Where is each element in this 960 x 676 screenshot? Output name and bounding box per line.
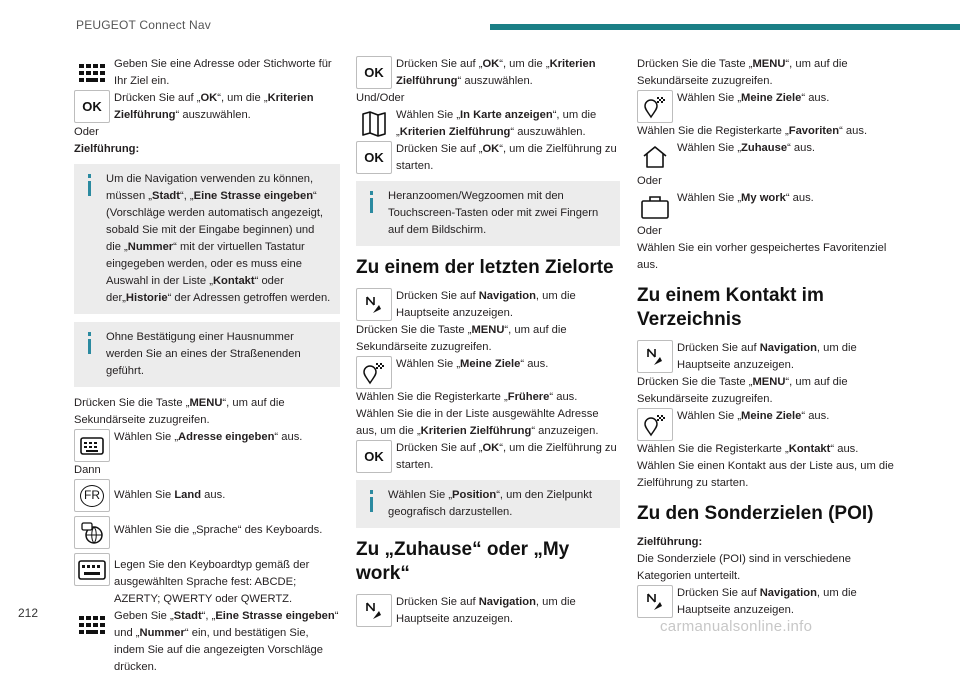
info-text bbox=[366, 487, 612, 521]
text-fragment: Drücken Sie auf bbox=[396, 596, 479, 608]
text-fragment: OK bbox=[364, 449, 384, 464]
section-heading: Zu den Sonderzielen (POI) bbox=[637, 503, 874, 524]
step-navigation bbox=[637, 585, 899, 619]
step-navigation bbox=[356, 288, 620, 322]
info-icon bbox=[370, 191, 373, 213]
instruction-text bbox=[114, 90, 340, 124]
instruction-text bbox=[74, 395, 340, 429]
text-fragment: Wählen Sie „ bbox=[396, 109, 461, 121]
instruction-text bbox=[114, 487, 340, 504]
keyboard-icon bbox=[74, 608, 110, 641]
text-fragment: OK bbox=[364, 150, 384, 165]
text-fragment: OK bbox=[482, 442, 500, 454]
text-fragment: “ aus. bbox=[549, 391, 578, 403]
oder-label: Oder bbox=[637, 225, 662, 237]
step-navigation bbox=[637, 340, 899, 374]
instruction-text bbox=[356, 389, 620, 406]
text-fragment: “ aus. bbox=[785, 192, 814, 204]
text-fragment: “, um die Zielführung zu starten. bbox=[396, 442, 617, 471]
destinations-pin-icon bbox=[637, 408, 673, 441]
instruction-text: Wählen Sie die „Sprache“ des Keyboards. bbox=[114, 524, 323, 536]
text-fragment: Land bbox=[174, 489, 202, 501]
text-fragment: MENU bbox=[752, 376, 786, 388]
ok-icon bbox=[356, 440, 392, 473]
home-icon bbox=[637, 140, 673, 173]
step-home bbox=[637, 140, 899, 173]
text-fragment: Wählen Sie „ bbox=[396, 358, 461, 370]
info-marker bbox=[88, 174, 91, 178]
text-fragment: “ ein, und bestätigen Sie, indem Sie auf die angezeigten Vorschläge drücken. bbox=[114, 627, 323, 673]
text-fragment: “ aus. bbox=[787, 142, 816, 154]
info-marker bbox=[88, 181, 91, 196]
info-box bbox=[74, 164, 340, 314]
instruction-text bbox=[677, 340, 899, 374]
text-fragment: Kriterien Zielführung bbox=[114, 92, 314, 121]
text-fragment: “, um die „ bbox=[217, 92, 268, 104]
text-fragment: Wählen Sie „ bbox=[677, 92, 742, 104]
text-fragment: “ anzuzeigen. bbox=[531, 425, 599, 437]
instruction-text bbox=[677, 408, 899, 425]
flag-fr-icon bbox=[74, 479, 110, 512]
header-title: PEUGEOT Connect Nav bbox=[76, 18, 211, 32]
text-fragment: Drücken Sie die Taste „ bbox=[356, 324, 472, 336]
text-fragment: Wählen Sie „ bbox=[114, 431, 179, 443]
header-accent-bar bbox=[490, 24, 960, 30]
text-fragment: , um die Hauptseite anzuzeigen. bbox=[677, 342, 857, 371]
instruction-text bbox=[396, 356, 620, 373]
instruction-text bbox=[677, 90, 899, 107]
map-icon bbox=[356, 107, 392, 140]
instruction-text bbox=[114, 429, 340, 446]
text-fragment: Drücken Sie die Taste „ bbox=[637, 58, 753, 70]
instruction-text bbox=[396, 141, 620, 175]
text-fragment: Wählen Sie die Registerkarte „ bbox=[356, 391, 508, 403]
instruction-text: Wählen Sie ein vorher gespeichertes Favoritenziel aus. bbox=[637, 242, 887, 271]
step-my-destinations bbox=[356, 356, 620, 389]
text-fragment: Meine Ziele bbox=[460, 358, 521, 370]
text-fragment: “ aus. bbox=[830, 443, 859, 455]
info-icon bbox=[88, 332, 91, 354]
text-fragment: Drücken Sie die Taste „ bbox=[74, 397, 190, 409]
step-country bbox=[74, 479, 340, 512]
info-marker bbox=[370, 490, 373, 494]
text-fragment: FR bbox=[80, 485, 104, 507]
step-enter-address bbox=[74, 56, 340, 90]
text-fragment: MENU bbox=[189, 397, 223, 409]
text-fragment: Wählen Sie „ bbox=[388, 489, 453, 501]
watermark: carmanualsonline.info bbox=[660, 618, 813, 635]
text-fragment: Adresse eingeben bbox=[178, 431, 275, 443]
text-fragment: Wählen Sie „ bbox=[677, 192, 742, 204]
instruction-text bbox=[396, 594, 620, 628]
text-fragment: Nummer bbox=[127, 241, 174, 253]
text-fragment: “, „ bbox=[179, 190, 194, 202]
text-fragment: “, „ bbox=[201, 610, 216, 622]
text-fragment: Nummer bbox=[139, 627, 185, 639]
step-ok bbox=[356, 141, 620, 175]
text-fragment: “, um den Zielpunkt geografisch darzustellen. bbox=[388, 489, 592, 518]
info-marker bbox=[88, 339, 91, 354]
text-fragment: Drücken Sie auf „ bbox=[396, 442, 483, 454]
address-card-icon bbox=[74, 429, 110, 462]
step-ok bbox=[74, 90, 340, 124]
instruction-text bbox=[396, 107, 620, 141]
step-language bbox=[74, 516, 340, 549]
destinations-pin-icon bbox=[356, 356, 392, 389]
text-fragment: Kriterien Zielführung bbox=[399, 126, 511, 138]
instruction-text: Die Sonderziele (POI) sind in verschiedene Kategorien unterteilt. bbox=[637, 553, 851, 582]
section-heading: Zu einem Kontakt im Verzeichnis bbox=[637, 285, 824, 330]
column-2 bbox=[356, 56, 620, 628]
text-fragment: Um die Navigation verwenden zu können, müssen „ bbox=[106, 173, 314, 202]
text-fragment: “, um auf die Sekundärseite zuzugreifen. bbox=[356, 324, 567, 353]
step-navigation bbox=[356, 594, 620, 628]
text-fragment: Wählen Sie die Registerkarte „ bbox=[637, 443, 789, 455]
info-icon bbox=[370, 490, 373, 512]
text-fragment: Eine Strasse eingeben bbox=[215, 610, 335, 622]
text-fragment: Drücken Sie auf „ bbox=[114, 92, 201, 104]
text-fragment: Eine Strasse eingeben bbox=[193, 190, 314, 202]
text-fragment: Navigation bbox=[478, 290, 536, 302]
text-fragment: “ aus. bbox=[274, 431, 303, 443]
text-fragment: “ aus. bbox=[520, 358, 549, 370]
text-fragment: Frühere bbox=[507, 391, 550, 403]
step-map bbox=[356, 107, 620, 141]
instruction-text bbox=[396, 56, 620, 90]
instruction-text: Legen Sie den Keyboardtyp gemäß der ausgewählten Sprache fest: ABCDE; AZERTY; QWERTY oder QWERTZ. bbox=[114, 559, 310, 605]
ok-icon bbox=[74, 90, 110, 123]
info-marker bbox=[370, 198, 373, 213]
text-fragment: “ auszuwählen. bbox=[175, 109, 251, 121]
text-fragment: “, um die „ bbox=[396, 109, 597, 138]
info-box bbox=[74, 322, 340, 387]
und-oder-label: Und/Oder bbox=[356, 92, 405, 104]
destinations-pin-icon bbox=[637, 90, 673, 123]
step-ok bbox=[356, 440, 620, 474]
text-fragment: Drücken Sie auf bbox=[677, 342, 760, 354]
text-fragment: Navigation bbox=[759, 342, 817, 354]
zielfuehrung-heading: Zielführung: bbox=[74, 143, 140, 155]
text-fragment: Drücken Sie auf „ bbox=[396, 143, 483, 155]
text-fragment: “ oder der„ bbox=[106, 275, 284, 304]
text-fragment: Navigation bbox=[478, 596, 536, 608]
keyboard-icon bbox=[74, 56, 110, 89]
instruction-text bbox=[396, 440, 620, 474]
zielfuehrung-heading: Zielführung: bbox=[637, 536, 703, 548]
info-marker bbox=[370, 497, 373, 512]
text-fragment: Stadt bbox=[173, 610, 202, 622]
column-3 bbox=[637, 56, 899, 619]
text-fragment: OK bbox=[482, 143, 500, 155]
step-city-street bbox=[74, 608, 340, 676]
section-heading: Zu „Zuhause“ oder „My work“ bbox=[356, 539, 570, 584]
oder-label: Oder bbox=[637, 175, 662, 187]
text-fragment: “ aus. bbox=[801, 92, 830, 104]
instruction-text bbox=[637, 374, 899, 408]
text-fragment: Wählen Sie „ bbox=[677, 142, 742, 154]
column-1 bbox=[74, 56, 340, 676]
text-fragment: In Karte anzeigen bbox=[460, 109, 553, 121]
text-fragment: “, um auf die Sekundärseite zuzugreifen. bbox=[637, 376, 848, 405]
text-fragment: Position bbox=[452, 489, 497, 501]
text-fragment: Wählen Sie die Registerkarte „ bbox=[637, 125, 789, 137]
text-fragment: OK bbox=[82, 99, 102, 114]
step-address bbox=[74, 429, 340, 462]
text-fragment: “ der Adressen getroffen werden. bbox=[167, 292, 331, 304]
text-fragment: Drücken Sie auf „ bbox=[396, 58, 483, 70]
text-fragment: “ und „ bbox=[114, 610, 339, 639]
instruction-text bbox=[637, 123, 899, 140]
step-my-destinations bbox=[637, 408, 899, 441]
dann-label: Dann bbox=[74, 464, 101, 476]
section-heading: Zu einem der letzten Zielorte bbox=[356, 257, 614, 278]
text-fragment: “, um die Zielführung zu starten. bbox=[396, 143, 617, 172]
text-fragment: “ (Vorschläge werden automatisch angezeigt, sobald Sie mit der Eingabe beginnen) und die „ bbox=[106, 190, 324, 253]
text-fragment: Meine Ziele bbox=[741, 92, 802, 104]
text-fragment: “, um die „ bbox=[499, 58, 550, 70]
instruction-text bbox=[637, 441, 899, 458]
ok-icon bbox=[356, 141, 392, 174]
step-keyboard-type bbox=[74, 553, 340, 608]
text-fragment: Kriterien Zielführung bbox=[420, 425, 532, 437]
info-marker bbox=[370, 191, 373, 195]
language-icon bbox=[74, 516, 110, 549]
text-fragment: Favoriten bbox=[788, 125, 840, 137]
info-text: Heranzoomen/Wegzoomen mit den Touchscreen-Tasten oder mit zwei Fingern auf dem Bildschirm. bbox=[388, 190, 599, 236]
info-marker bbox=[88, 332, 91, 336]
step-ok bbox=[356, 56, 620, 90]
oder-label: Oder bbox=[74, 126, 99, 138]
text-fragment: , um die Hauptseite anzuzeigen. bbox=[677, 587, 857, 616]
text-fragment: Kriterien Zielführung bbox=[396, 58, 596, 87]
text-fragment: Historie bbox=[125, 292, 168, 304]
instruction-text bbox=[356, 406, 620, 440]
step-my-work bbox=[637, 190, 899, 223]
instruction-text bbox=[114, 608, 340, 676]
instruction-text bbox=[677, 140, 899, 157]
text-fragment: Geben Sie „ bbox=[114, 610, 174, 622]
instruction-text bbox=[356, 322, 620, 356]
info-text: Ohne Bestätigung einer Hausnummer werden Sie an eines der Straßenenden geführt. bbox=[106, 331, 301, 377]
briefcase-icon bbox=[637, 190, 673, 223]
ok-icon bbox=[356, 56, 392, 89]
keyboard-layout-icon bbox=[74, 553, 110, 586]
text-fragment: “ auszuwählen. bbox=[457, 75, 533, 87]
text-fragment: Drücken Sie auf bbox=[677, 587, 760, 599]
navigation-arrow-icon bbox=[356, 288, 392, 321]
instruction-text: Geben Sie eine Adresse oder Stichworte für Ihr Ziel ein. bbox=[114, 58, 332, 87]
step-my-destinations bbox=[637, 90, 899, 123]
text-fragment: “, um auf die Sekundärseite zuzugreifen. bbox=[637, 58, 848, 87]
page-number: 212 bbox=[18, 606, 39, 620]
text-fragment: Drücken Sie auf bbox=[396, 290, 479, 302]
navigation-arrow-icon bbox=[637, 340, 673, 373]
text-fragment: Kontakt bbox=[788, 443, 831, 455]
text-fragment: , um die Hauptseite anzuzeigen. bbox=[396, 596, 576, 625]
navigation-arrow-icon bbox=[637, 585, 673, 618]
text-fragment: Drücken Sie die Taste „ bbox=[637, 376, 753, 388]
text-fragment: OK bbox=[364, 65, 384, 80]
text-fragment: MENU bbox=[752, 58, 786, 70]
info-text bbox=[84, 171, 332, 307]
instruction-text bbox=[677, 585, 899, 619]
info-icon bbox=[88, 174, 91, 196]
info-box bbox=[356, 181, 620, 246]
text-fragment: Wählen Sie bbox=[114, 489, 175, 501]
text-fragment: “ auszuwählen. bbox=[510, 126, 586, 138]
text-fragment: My work bbox=[741, 192, 786, 204]
instruction-text bbox=[637, 56, 899, 90]
text-fragment: Stadt bbox=[152, 190, 180, 202]
text-fragment: OK bbox=[482, 58, 500, 70]
instruction-text: Wählen Sie einen Kontakt aus der Liste aus, um die Zielführung zu starten. bbox=[637, 460, 894, 489]
text-fragment: OK bbox=[200, 92, 218, 104]
text-fragment: Meine Ziele bbox=[741, 410, 802, 422]
instruction-text bbox=[396, 288, 620, 322]
text-fragment: “ aus. bbox=[801, 410, 830, 422]
info-box bbox=[356, 480, 620, 528]
instruction-text bbox=[677, 190, 899, 207]
text-fragment: Navigation bbox=[759, 587, 817, 599]
text-fragment: Kontakt bbox=[212, 275, 255, 287]
text-fragment: MENU bbox=[471, 324, 505, 336]
text-fragment: Wählen Sie die in der Liste ausgewählte Adresse aus, um die „ bbox=[356, 408, 599, 437]
text-fragment: Wählen Sie „ bbox=[677, 410, 742, 422]
navigation-arrow-icon bbox=[356, 594, 392, 627]
text-fragment: “ mit der virtuellen Tastatur eingegeben werden, oder es muss eine Auswahl in der Liste „ bbox=[106, 241, 305, 287]
text-fragment: aus. bbox=[201, 489, 226, 501]
text-fragment: Zuhause bbox=[741, 142, 788, 154]
text-fragment: “, um auf die Sekundärseite zuzugreifen. bbox=[74, 397, 285, 426]
text-fragment: “ aus. bbox=[839, 125, 868, 137]
text-fragment: , um die Hauptseite anzuzeigen. bbox=[396, 290, 576, 319]
